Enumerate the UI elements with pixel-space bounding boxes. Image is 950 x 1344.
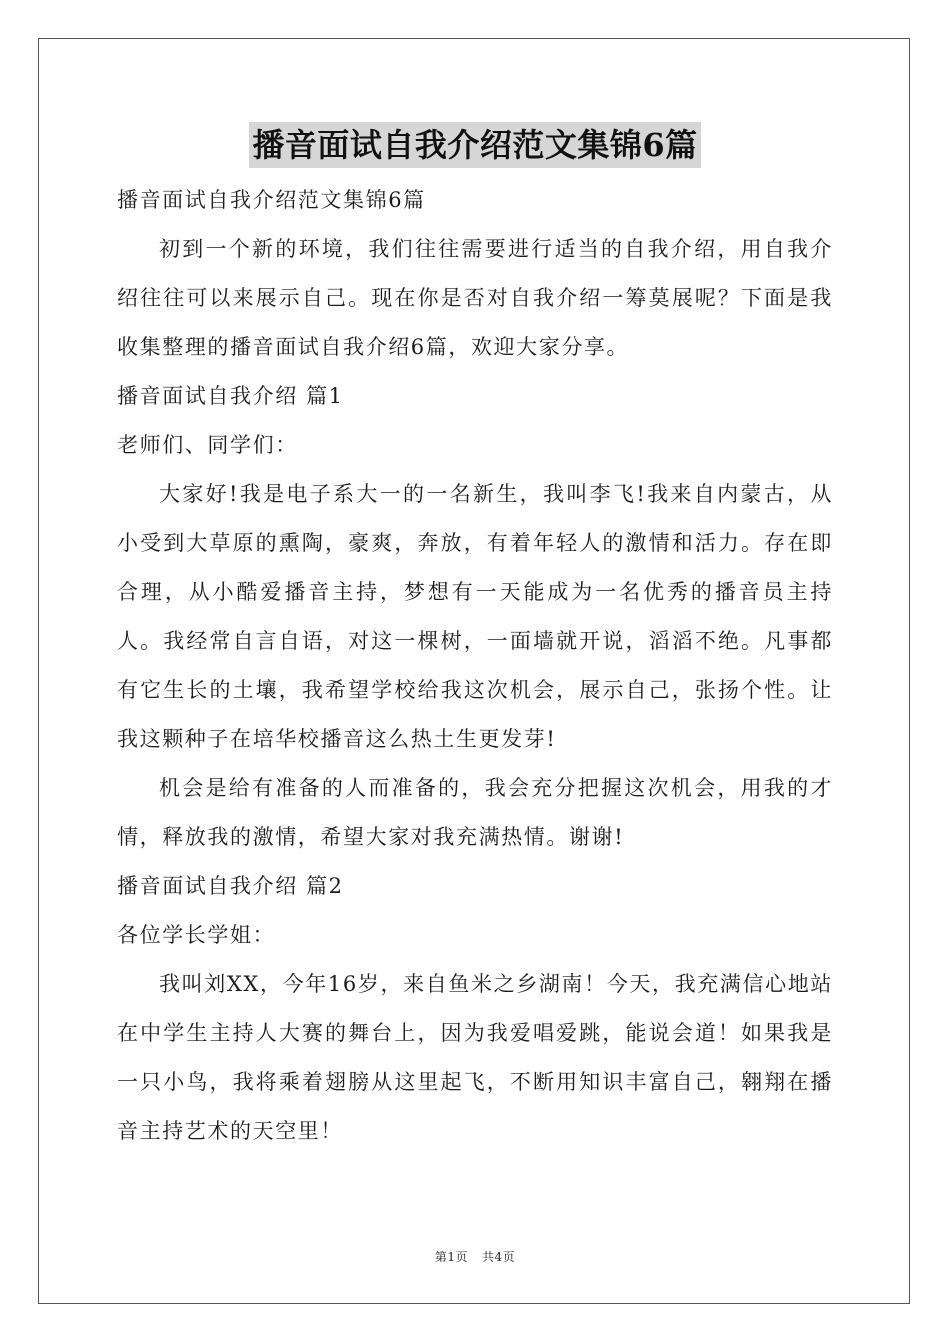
section-heading-1: 播音面试自我介绍 篇1: [117, 384, 344, 408]
body-paragraph-1: 大家好!我是电子系大一的一名新生，我叫李飞!我来自内蒙古，从小受到大草原的熏陶，豪爽，奔放，有着年轻人的激情和活力。存在即合理，从小酷爱播音主持，梦想有一天能成为一名优秀的播音员主持人。我经常自言自语，对这一棵树，一面墙就开说，滔滔不绝。凡事都有它生长的土壤，我希望学校给我这次机会，展示自己，张扬个性。让我这颗种子在培华校播音这么热土生更发芽!: [117, 482, 833, 751]
title-wrap: [0, 122, 950, 168]
document-body: [117, 176, 833, 1156]
salutation-1: 老师们、同学们：: [117, 433, 298, 457]
intro-paragraph: 初到一个新的环境，我们往往需要进行适当的自我介绍，用自我介绍往往可以来展示自己。现在你是否对自我介绍一筹莫展呢？下面是我收集整理的播音面试自我介绍6篇，欢迎大家分享。: [117, 237, 833, 359]
salutation-2: 各位学长学姐：: [117, 923, 276, 947]
body-paragraph-2: 机会是给有准备的人而准备的，我会充分把握这次机会，用我的才情，释放我的激情，希望大家对我充满热情。谢谢!: [117, 776, 833, 849]
body-paragraph-3: 我叫刘XX，今年16岁，来自鱼米之乡湖南！今天，我充满信心地站在中学生主持人大赛的舞台上，因为我爱唱爱跳，能说会道！如果我是一只小鸟，我将乘着翅膀从这里起飞，不断用知识丰富自己，翱翔在播音主持艺术的天空里！: [117, 972, 833, 1143]
document-title: 播音面试自我介绍范文集锦6篇: [249, 122, 700, 168]
page-number: 第1页: [434, 1250, 468, 1264]
page-footer: [0, 1248, 950, 1265]
page-total: 共4页: [482, 1250, 516, 1264]
subtitle-line: 播音面试自我介绍范文集锦6篇: [117, 188, 426, 212]
section-heading-2: 播音面试自我介绍 篇2: [117, 874, 344, 898]
